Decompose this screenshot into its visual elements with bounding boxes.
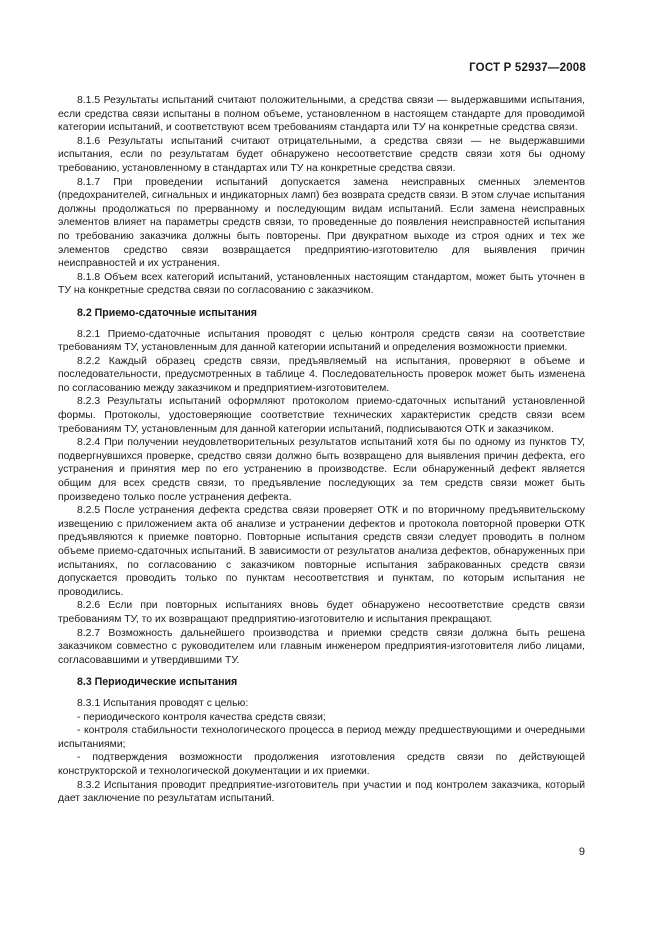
paragraph-8-2-2: 8.2.2 Каждый образец средств связи, предъявляемый на испытания, проверяют в объеме и последовательности, предусмотренных в таблице 4. Последовательность проверок может быть изменена по согласованию между заказчиком и предприятием-изготовителем.	[58, 355, 585, 394]
paragraph-8-3-1: 8.3.1 Испытания проводят с целью:	[77, 697, 249, 709]
standard-designation: ГОСТ Р 52937—2008	[469, 62, 586, 74]
section-heading-8-3: 8.3 Периодические испытания	[77, 676, 238, 689]
section-8-3	[58, 676, 585, 805]
list-item-process-stability: - контроля стабильности технологического процесса в период между предшествующими и очередными испытаниями;	[58, 725, 585, 750]
paragraph-8-1-6: 8.1.6 Результаты испытаний считают отрицательными, а средства связи — не выдержавшими испытания, если по результатам будет обнаружено несоответствие средств связи хотя бы одному требованию, установленному в стандартах или ТУ на конкретные средства связи.	[58, 135, 585, 174]
section-8-1-continued	[58, 94, 585, 298]
list-item-production-continuation: - подтверждения возможности продолжения изготовления средств связи по действующей конструкторской и технологической документации и их приемки.	[58, 752, 585, 777]
list-item-periodic-control: - периодического контроля качества средств связи;	[77, 711, 326, 723]
section-heading-8-2: 8.2 Приемо-сдаточные испытания	[77, 306, 257, 319]
page-number: 9	[578, 846, 585, 858]
section-8-2	[58, 307, 585, 667]
paragraph-8-2-5: 8.2.5 После устранения дефекта средства связи проверяет ОТК и по вторичному предъявительскому извещению с приложением акта об анализе и устранении дефектов и протокола повторной проверки ОТК предъявляются к приемке повторно. Повторные испытания средств связи следует проводить в полном объеме приемо-сдаточных испытаний. В зависимости от результатов анализа дефектов, обнаруженных при испытаниях, по согласованию с заказчиком повторные испытания забракованных средств связи допускается проводить только по пунктам несоответствия и пунктам, по которым испытания не проводились.	[58, 505, 585, 598]
paragraph-8-1-5: 8.1.5 Результаты испытаний считают положительными, а средства связи — выдержавшими испытания, если средства связи испытаны в полном объеме, установленном в настоящем стандарте для проводимой категории испытаний, и соответствуют всем требованиям стандарта или ТУ на конкретные средства связи.	[58, 95, 585, 134]
paragraph-8-2-6: 8.2.6 Если при повторных испытаниях вновь будет обнаружено несоответствие средств связи требованиям ТУ, то их возвращают предприятию-изготовителю и испытания прекращают.	[58, 600, 585, 625]
paragraph-8-2-7: 8.2.7 Возможность дальнейшего производства и приемки средств связи должна быть решена заказчиком совместно с руководителем или главным инженером предприятия-изготовителя либо лицами, согласовавшими и утвердившими ТУ.	[58, 627, 585, 666]
paragraph-8-3-2: 8.3.2 Испытания проводит предприятие-изготовитель при участии и под контролем заказчика, который дает заключение по результатам испытаний.	[58, 779, 585, 805]
paragraph-8-2-4: 8.2.4 При получении неудовлетворительных результатов испытаний хотя бы по одному из пунктов ТУ, подвергнувшихся проверке, средство связи должно быть возвращено для выявления причин дефекта, его устранения и принятия мер по его устранению в производстве. Если обнаруженный дефект является общим для всех средств связи, то предъявление последующих за тем средств связи может быть произведено только после устранения дефекта.	[58, 437, 585, 503]
paragraph-8-2-3: 8.2.3 Результаты испытаний оформляют протоколом приемо-сдаточных испытаний установленной формы. Протоколы, удостоверяющие соответствие технических характеристик средств связи всем требованиям ТУ, установленным для данной категории испытаний, подписываются ОТК и заказчиком.	[58, 396, 585, 435]
paragraph-8-1-8: 8.1.8 Объем всех категорий испытаний, установленных настоящим стандартом, может быть уточнен в ТУ на конкретные средства связи по согласованию с заказчиком.	[58, 271, 585, 297]
document-body	[58, 94, 585, 806]
paragraph-8-2-1: 8.2.1 Приемо-сдаточные испытания проводят с целью контроля средств связи на соответствие требованиям ТУ, установленным для данной категории испытаний и определения возможности приемки.	[58, 328, 585, 354]
paragraph-8-1-7: 8.1.7 При проведении испытаний допускается замена неисправных сменных элементов (предохранителей, сигнальных и индикаторных ламп) без возврата средств связи. В этом случае испытания должны продолжаться по прерванному и последующим видам испытаний. Если замена неисправных элементов влияет на параметры средств связи, то проведенные до появления неисправностей испытания по требованию заказчика должны быть повторены. При двукратном выходе из строя одних и тех же элементов средство связи возвращается предприятию-изготовителю для выявления причин неисправностей и их устранения.	[58, 176, 585, 270]
